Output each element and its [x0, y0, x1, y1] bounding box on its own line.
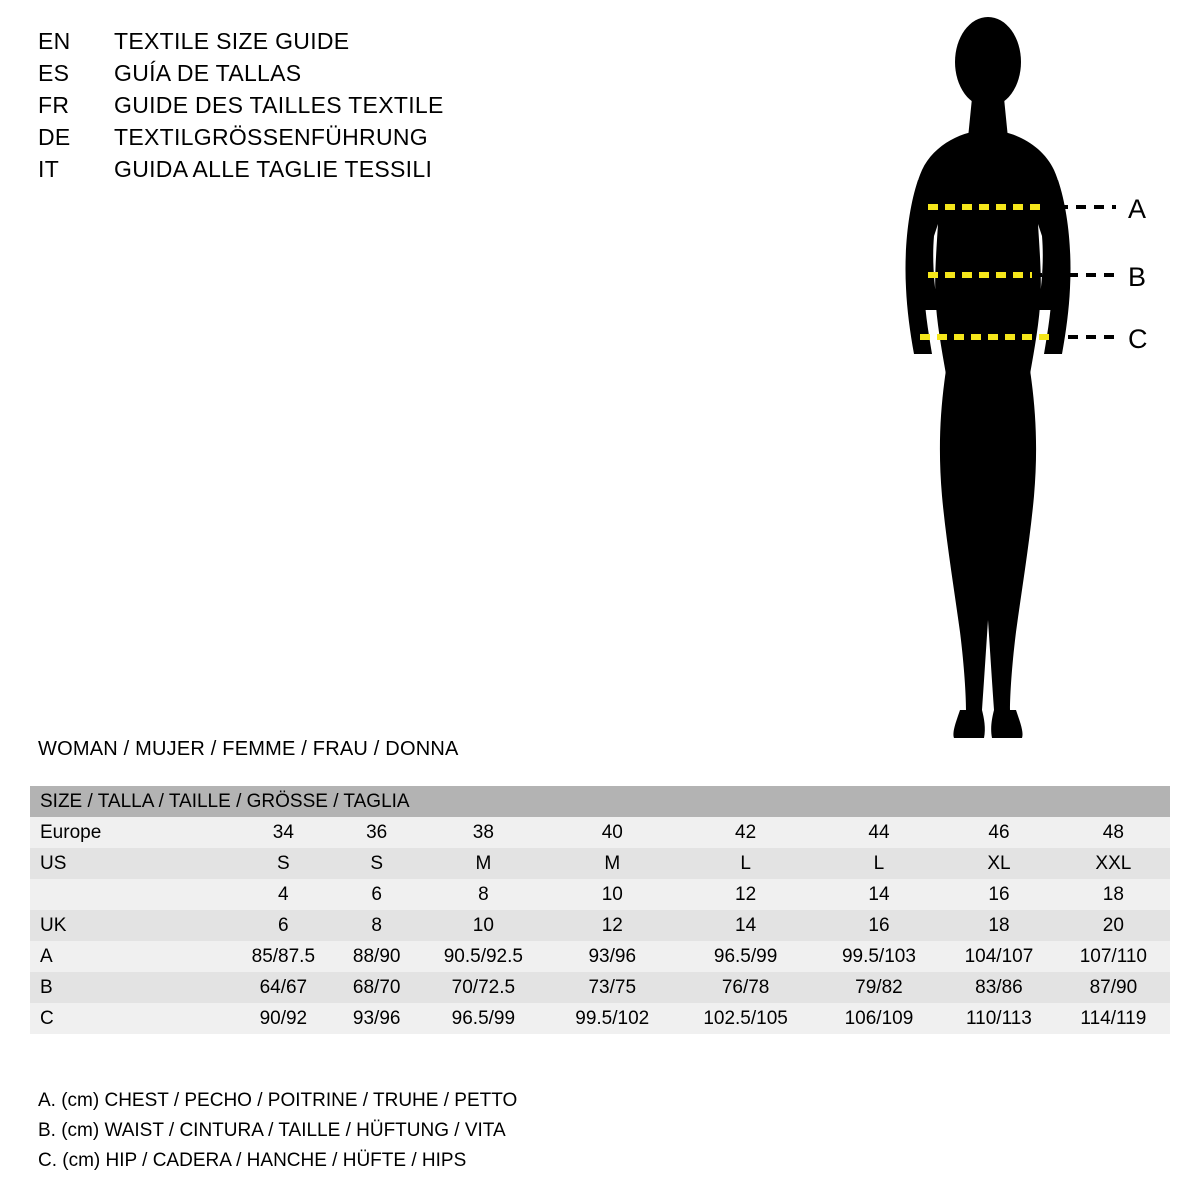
cell: 73/75: [588, 976, 637, 998]
cell: 99.5/102: [575, 1007, 650, 1029]
cell: 85/87.5: [251, 945, 316, 967]
size-table: [30, 786, 1170, 1034]
cell: 6: [371, 883, 382, 905]
cell: 8: [478, 883, 489, 905]
measurement-legend: [38, 1086, 838, 1176]
cell: S: [370, 852, 384, 874]
body-measurement-figure: [860, 10, 1190, 750]
cell: XXL: [1095, 852, 1132, 874]
title-lang-it: IT: [38, 156, 60, 182]
cell: 64/67: [259, 976, 308, 998]
title-lang-en: EN: [38, 28, 71, 54]
cell: 90.5/92.5: [443, 945, 523, 967]
cell: 12: [735, 883, 757, 905]
row-label-uk: UK: [40, 914, 67, 936]
title-text-fr: GUIDE DES TAILLES TEXTILE: [114, 92, 444, 118]
row-label-c: C: [40, 1007, 54, 1029]
row-label-europe: Europe: [40, 821, 102, 843]
cell: 36: [366, 821, 388, 843]
title-text-it: GUIDA ALLE TAGLIE TESSILI: [114, 156, 433, 182]
table-header-label: SIZE / TALLA / TAILLE / GRÖSSE / TAGLIA: [40, 790, 410, 812]
section-heading: WOMAN / MUJER / FEMME / FRAU / DONNA: [38, 738, 459, 760]
cell: 79/82: [855, 976, 903, 998]
title-lang-es: ES: [38, 60, 70, 86]
cell: 88/90: [352, 945, 401, 967]
table-row: [30, 972, 1170, 1003]
cell: 46: [988, 821, 1010, 843]
cell: 42: [735, 821, 757, 843]
cell: 16: [988, 883, 1010, 905]
measure-label-b: B: [1128, 262, 1147, 292]
cell: 4: [278, 883, 289, 905]
cell: 16: [868, 914, 890, 936]
female-silhouette-icon: [906, 17, 1071, 738]
cell: 114/119: [1080, 1007, 1147, 1029]
cell: 6: [278, 914, 289, 936]
legend-row-c: C. (cm) HIP / CADERA / HANCHE / HÜFTE / HIPS: [38, 1150, 467, 1171]
cell: 70/72.5: [451, 976, 516, 998]
cell: 106/109: [844, 1007, 914, 1029]
title-lang-de: DE: [38, 124, 71, 150]
title-row: [38, 124, 638, 156]
cell: 96.5/99: [451, 1007, 516, 1029]
cell: 96.5/99: [713, 945, 778, 967]
cell: 18: [1102, 883, 1124, 905]
title-text-de: TEXTILGRÖSSENFÜHRUNG: [114, 124, 428, 150]
cell: 107/110: [1079, 945, 1147, 967]
cell: 104/107: [964, 945, 1034, 967]
table-row: [30, 910, 1170, 941]
cell: 38: [472, 821, 494, 843]
cell: 14: [735, 914, 757, 936]
cell: 87/90: [1089, 976, 1138, 998]
cell: S: [277, 852, 290, 874]
legend-row-b: B. (cm) WAIST / CINTURA / TAILLE / HÜFTUNG / VITA: [38, 1120, 506, 1141]
measure-label-a: A: [1128, 194, 1147, 224]
row-label-b: B: [40, 976, 53, 998]
cell: 18: [988, 914, 1010, 936]
title-text-en: TEXTILE SIZE GUIDE: [114, 28, 350, 54]
cell: 48: [1102, 821, 1124, 843]
cell: 44: [868, 821, 890, 843]
cell: 93/96: [352, 1007, 401, 1029]
cell: 40: [601, 821, 623, 843]
cell: 68/70: [352, 976, 401, 998]
cell: 12: [601, 914, 623, 936]
cell: M: [475, 852, 492, 874]
cell: 20: [1102, 914, 1124, 936]
table-row: [30, 879, 1170, 910]
cell: XL: [987, 852, 1011, 874]
table-row: [30, 848, 1170, 879]
cell: 99.5/103: [841, 945, 916, 967]
cell: 14: [868, 883, 890, 905]
cell: 10: [601, 883, 623, 905]
row-label-us: US: [40, 852, 67, 874]
table-row: [30, 1003, 1170, 1034]
table-row: [30, 817, 1170, 848]
cell: M: [604, 852, 621, 874]
title-row: [38, 92, 638, 124]
cell: 93/96: [588, 945, 637, 967]
measure-label-c: C: [1128, 324, 1148, 354]
cell: L: [740, 852, 751, 874]
cell: 110/113: [966, 1007, 1032, 1029]
table-header-row: [30, 786, 1170, 817]
title-text-es: GUÍA DE TALLAS: [114, 60, 302, 86]
cell: 8: [371, 914, 382, 936]
table-row: [30, 941, 1170, 972]
cell: 34: [272, 821, 294, 843]
title-lang-fr: FR: [38, 92, 70, 118]
cell: 10: [472, 914, 494, 936]
title-row: [38, 156, 638, 188]
cell: 102.5/105: [703, 1007, 788, 1029]
title-row: [38, 60, 638, 92]
row-label-us-numeric: [30, 879, 230, 910]
cell: 83/86: [975, 976, 1023, 998]
title-block: [38, 28, 638, 188]
legend-row-a: A. (cm) CHEST / PECHO / POITRINE / TRUHE / PETTO: [38, 1090, 518, 1111]
cell: L: [873, 852, 885, 874]
title-row: [38, 28, 638, 60]
row-label-a: A: [40, 945, 53, 967]
cell: 76/78: [721, 976, 770, 998]
cell: 90/92: [259, 1007, 308, 1029]
